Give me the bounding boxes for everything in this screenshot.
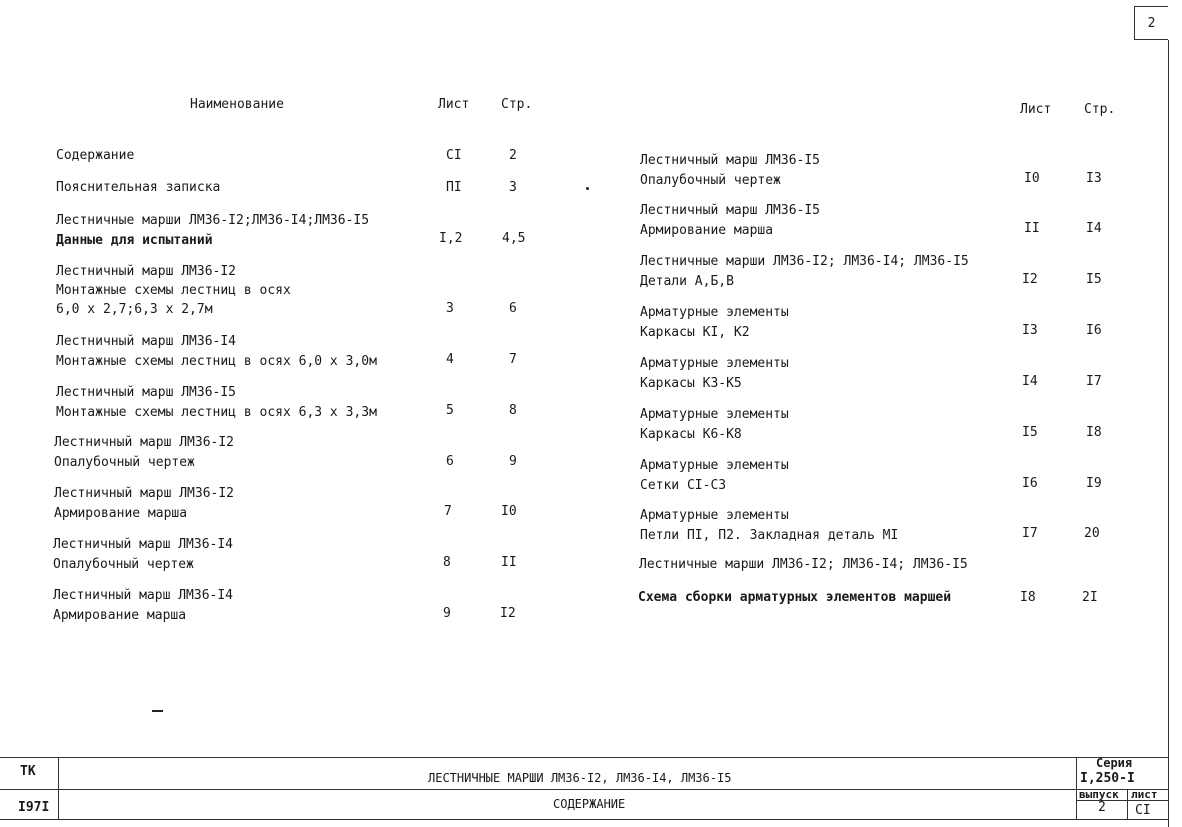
entry-subtitle: Данные для испытаний xyxy=(56,233,213,248)
toc-entry xyxy=(640,151,820,191)
entry-sheet: II xyxy=(1024,221,1040,236)
entry-page: II xyxy=(501,555,517,570)
toc-entry xyxy=(56,180,220,195)
entry-subtitle: Каркасы К3-К5 xyxy=(640,376,742,391)
entry-page: 9 xyxy=(509,454,517,469)
toc-entry xyxy=(53,535,233,575)
toc-entry xyxy=(56,332,377,372)
entry-title: Лестничные марши ЛМ36-I2; ЛМ36-I4; ЛМ36-I5 xyxy=(640,254,969,269)
entry-sheet: I8 xyxy=(1020,590,1036,605)
entry-title: Пояснительная записка xyxy=(56,180,221,195)
entry-title: Арматурные элементы xyxy=(640,458,789,473)
entry-page: 8 xyxy=(509,403,517,418)
entry-title: Лестничный марш ЛМ36-I5 xyxy=(640,203,821,218)
toc-entry xyxy=(640,506,898,546)
frame-right-border xyxy=(1168,40,1169,827)
entry-title: Лестничный марш ЛМ36-I4 xyxy=(53,588,234,603)
toc-entry xyxy=(56,383,377,423)
entry-title: Арматурные элементы xyxy=(640,508,789,523)
entry-subtitle: Армирование марша xyxy=(54,506,188,521)
entry-subtitle: Сетки CI-C3 xyxy=(640,478,727,493)
toc-entry xyxy=(54,433,234,473)
entry-sheet: I7 xyxy=(1022,526,1038,541)
entry-subtitle: Петли ПI, П2. Закладная деталь МI xyxy=(640,528,899,543)
sheet-label: лист xyxy=(1131,788,1158,801)
entry-title: Схема сборки арматурных элементов маршей xyxy=(638,590,952,605)
drawing-subtitle: СОДЕРЖАНИЕ xyxy=(553,797,626,811)
entry-subtitle: Армирование марша xyxy=(640,223,774,238)
toc-entry xyxy=(56,211,369,251)
entry-subtitle: Монтажные схемы лестниц в осях 6,0 х 3,0м xyxy=(56,354,377,369)
entry-page: I6 xyxy=(1086,323,1102,338)
entry-title: Лестничный марш ЛМ36-I5 xyxy=(56,385,237,400)
entry-page: 2 xyxy=(509,148,517,163)
org-code: ТК xyxy=(20,764,36,779)
page-number: 2 xyxy=(1134,6,1168,40)
entry-page: 6 xyxy=(509,301,517,316)
entry-sheet: I3 xyxy=(1022,323,1038,338)
entry-page: I7 xyxy=(1086,374,1102,389)
entry-title: Лестничный марш ЛМ36-I2 xyxy=(54,435,235,450)
entry-subtitle: Детали А,Б,В xyxy=(640,274,734,289)
entry-subtitle: Опалубочный чертеж xyxy=(54,455,195,470)
entry-page: I5 xyxy=(1086,272,1102,287)
entry-title: Арматурные элементы xyxy=(640,407,789,422)
entry-title: Лестничный марш ЛМ36-I4 xyxy=(56,334,237,349)
titleblock-top-line xyxy=(0,757,1168,758)
titleblock-divider-right xyxy=(1076,757,1077,819)
entry-title: Лестничный марш ЛМ36-I5 xyxy=(640,153,821,168)
entry-subtitle: Каркасы К6-К8 xyxy=(640,427,742,442)
toc-entry xyxy=(640,303,789,343)
titleblock-divider-left xyxy=(58,757,59,819)
entry-page: I0 xyxy=(501,504,517,519)
issue-label: выпуск xyxy=(1079,788,1119,801)
entry-sheet: CI xyxy=(446,148,462,163)
entry-page: 7 xyxy=(509,352,517,367)
entry-subtitle: Опалубочный чертеж xyxy=(53,557,194,572)
stray-mark xyxy=(152,710,163,712)
entry-sheet: I5 xyxy=(1022,425,1038,440)
titleblock-bottom-line xyxy=(0,819,1168,820)
entry-subtitle: 6,0 х 2,7;6,3 х 2,7м xyxy=(56,302,213,317)
titleblock-mid-line xyxy=(0,789,1168,790)
entry-sheet: 4 xyxy=(446,352,454,367)
entry-sheet: ПI xyxy=(446,180,462,195)
entry-sheet: 5 xyxy=(446,403,454,418)
entry-sheet: I2 xyxy=(1022,272,1038,287)
entry-sheet: 8 xyxy=(443,555,451,570)
entry-page: I4 xyxy=(1086,221,1102,236)
toc-entry xyxy=(638,590,951,605)
series-value: I,250-I xyxy=(1080,771,1135,786)
header-page-right: Стр. xyxy=(1084,102,1116,117)
entry-sheet: 6 xyxy=(446,454,454,469)
drawing-title: ЛЕСТНИЧНЫЕ МАРШИ ЛМ36-I2, ЛМ36-I4, ЛМ36-I5 xyxy=(428,771,732,785)
issue-value: 2 xyxy=(1098,800,1106,815)
header-page-left: Стр. xyxy=(501,97,533,112)
entry-title: Лестничный марш ЛМ36-I4 xyxy=(53,537,234,552)
series-label: Серия xyxy=(1096,756,1133,770)
entry-page: 20 xyxy=(1084,526,1100,541)
entry-page: 3 xyxy=(509,180,517,195)
toc-entry xyxy=(639,557,968,572)
stray-dot xyxy=(586,187,589,190)
entry-title: Лестничный марш ЛМ36-I2 xyxy=(54,486,235,501)
toc-entry xyxy=(640,252,969,292)
entry-title: Лестничные марши ЛМ36-I2; ЛМ36-I4; ЛМ36-I5 xyxy=(639,557,968,572)
toc-entry xyxy=(640,456,789,496)
entry-subtitle: Армирование марша xyxy=(53,608,187,623)
entry-subtitle: Монтажные схемы лестниц в осях 6,3 х 3,3м xyxy=(56,405,377,420)
entry-sheet: I4 xyxy=(1022,374,1038,389)
toc-entry xyxy=(640,405,789,445)
toc-entry xyxy=(54,484,234,524)
entry-page: I3 xyxy=(1086,171,1102,186)
entry-subtitle: Опалубочный чертеж xyxy=(640,173,781,188)
entry-title: Лестничные марши ЛМ36-I2;ЛМ36-I4;ЛМ36-I5 xyxy=(56,213,370,228)
entry-title: Арматурные элементы xyxy=(640,305,789,320)
entry-title: Содержание xyxy=(56,148,135,163)
toc-entry xyxy=(56,148,134,163)
entry-page: 4,5 xyxy=(502,231,526,246)
entry-subtitle: Каркасы КI, К2 xyxy=(640,325,750,340)
toc-entry xyxy=(640,201,820,241)
entry-page: I9 xyxy=(1086,476,1102,491)
toc-entry xyxy=(53,586,233,626)
sheet-value: CI xyxy=(1135,803,1151,818)
entry-title: Арматурные элементы xyxy=(640,356,789,371)
entry-sheet: I,2 xyxy=(439,231,463,246)
entry-sheet: 9 xyxy=(443,606,451,621)
year: I97I xyxy=(18,800,50,815)
entry-title: Лестничный марш ЛМ36-I2 xyxy=(56,264,237,279)
entry-page: I8 xyxy=(1086,425,1102,440)
toc-entry xyxy=(56,262,291,319)
entry-sheet: 7 xyxy=(444,504,452,519)
header-name: Наименование xyxy=(190,97,284,112)
toc-entry xyxy=(640,354,789,394)
header-sheet-right: Лист xyxy=(1020,102,1052,117)
titleblock-divider-sheet xyxy=(1127,789,1128,819)
entry-sheet: I6 xyxy=(1022,476,1038,491)
entry-page: I2 xyxy=(500,606,516,621)
entry-sheet: 3 xyxy=(446,301,454,316)
entry-sheet: I0 xyxy=(1024,171,1040,186)
entry-page: 2I xyxy=(1082,590,1098,605)
entry-subtitle: Монтажные схемы лестниц в осях xyxy=(56,283,291,298)
header-sheet-left: Лист xyxy=(438,97,470,112)
